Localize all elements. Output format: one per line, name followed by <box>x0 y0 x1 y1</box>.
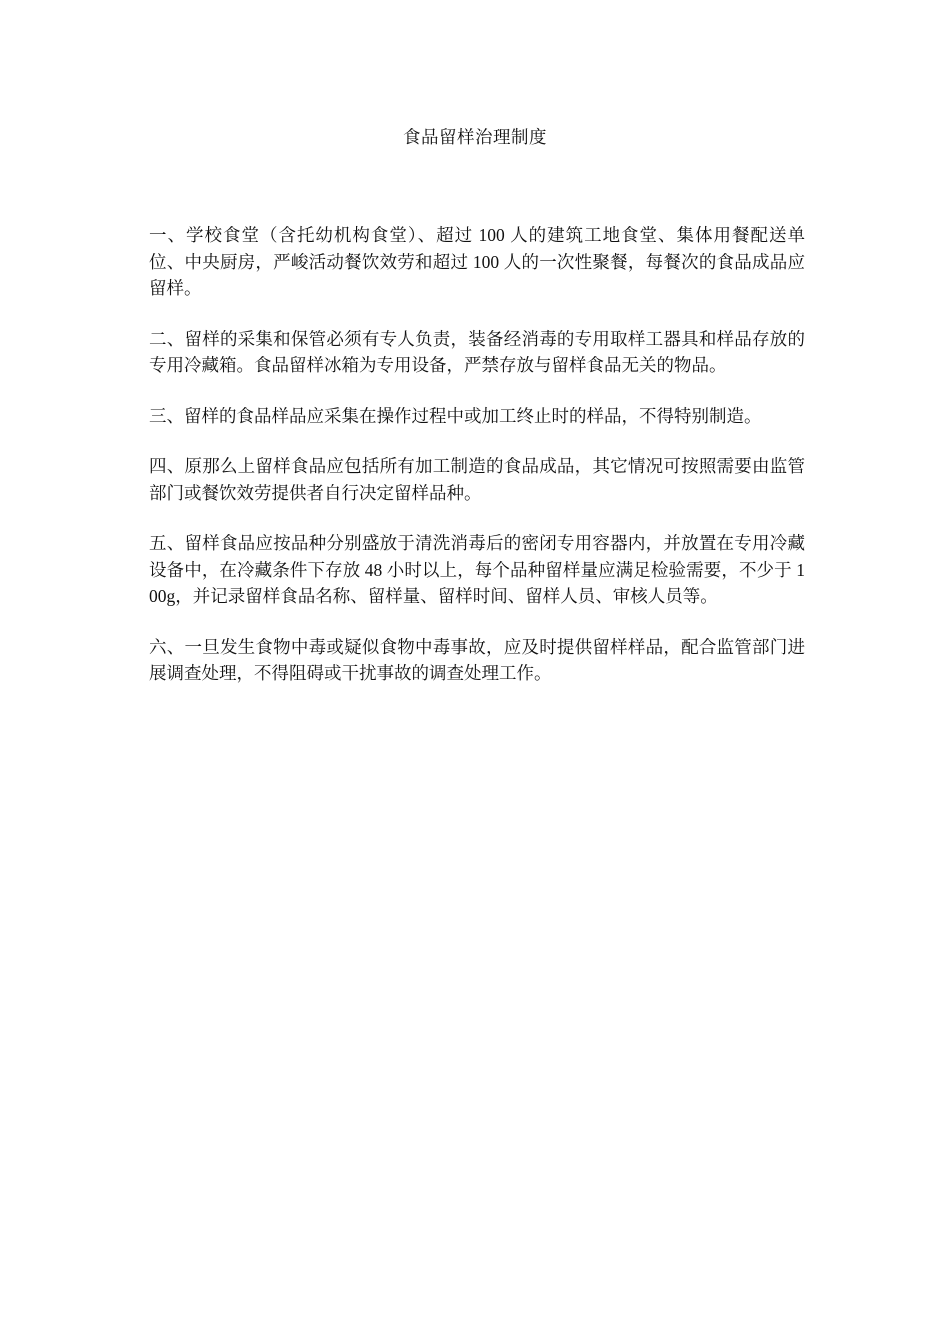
paragraph-3: 三、留样的食品样品应采集在操作过程中或加工终止时的样品，不得特别制造。 <box>149 405 762 426</box>
paragraph-1: 一、学校食堂（含托幼机构食堂）、超过 100 人的建筑工地食堂、集体用餐配送单位、中央厨房，严峻活动餐饮效劳和超过 100 人的一次性聚餐，每餐次的食品成品应留样。 <box>149 225 805 298</box>
paragraph-6: 六、一旦发生食物中毒或疑似食物中毒事故，应及时提供留样样品，配合监管部门进展调查处理，不得阻碍或干扰事故的调查处理工作。 <box>149 636 805 683</box>
document-body <box>149 222 805 711</box>
paragraph-4: 四、原那么上留样食品应包括所有加工制造的食品成品，其它情况可按照需要由监管部门或餐饮效劳提供者自行决定留样品种。 <box>149 456 805 503</box>
document-title: 食品留样治理制度 <box>403 127 547 147</box>
paragraph-5: 五、留样食品应按品种分别盛放于清洗消毒后的密闭专用容器内，并放置在专用冷藏设备中，在冷藏条件下存放 48 小时以上，每个品种留样量应满足检验需要，不少于 100g，并记录留样食品名称、留样量、留样时间、留样人员、审核人员等。 <box>149 533 805 606</box>
paragraph-2: 二、留样的采集和保管必须有专人负责，装备经消毒的专用取样工器具和样品存放的专用冷藏箱。食品留样冰箱为专用设备，严禁存放与留样食品无关的物品。 <box>149 328 805 375</box>
